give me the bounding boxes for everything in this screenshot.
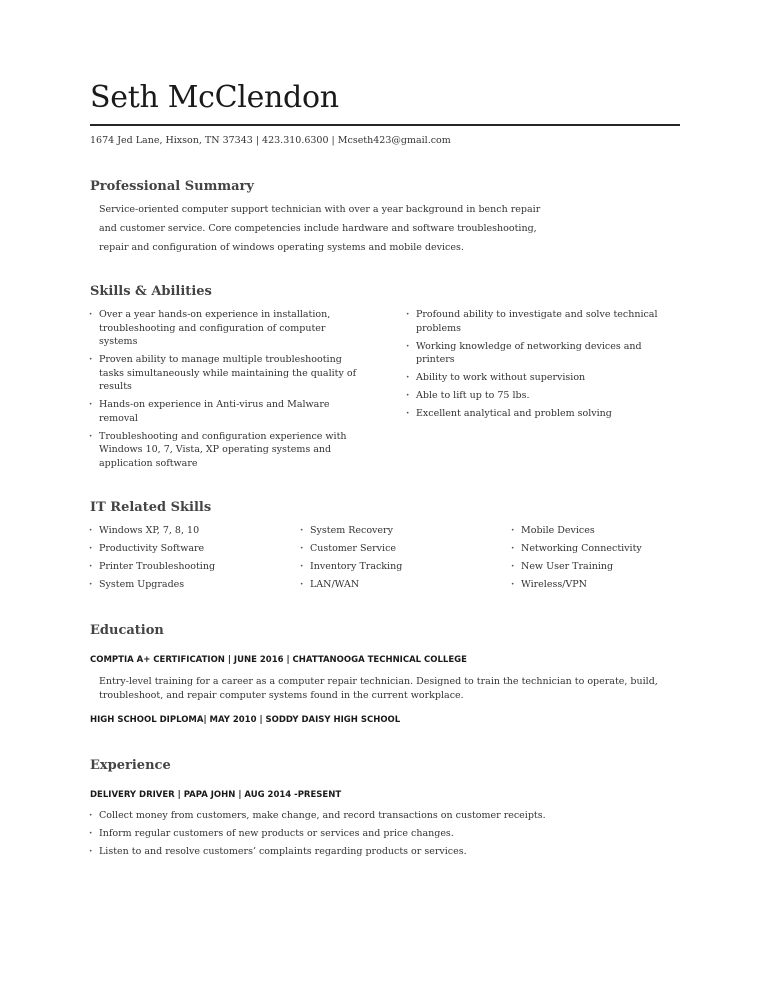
summary-line: repair and configuration of windows operating systems and mobile devices. <box>99 242 464 253</box>
list-item: · Collect money from customers, make change, and record transactions on customer receipts. <box>90 809 650 823</box>
list-item: · Networking Connectivity <box>512 542 690 556</box>
list-item: · Excellent analytical and problem solving <box>407 407 667 421</box>
list-item: · System Recovery <box>301 524 512 538</box>
list-item: · Mobile Devices <box>512 524 690 538</box>
list-item: · New User Training <box>512 560 690 574</box>
education-entry-title: COMPTIA A+ CERTIFICATION | JUNE 2016 | CHATTANOOGA TECHNICAL COLLEGE <box>90 655 467 665</box>
header-rule <box>90 124 680 126</box>
list-item: · Inventory Tracking <box>301 560 512 574</box>
contact-info: 1674 Jed Lane, Hixson, TN 37343 | 423.310.6300 | Mcseth423@gmail.com <box>90 135 451 146</box>
summary-heading: Professional Summary <box>90 179 254 194</box>
list-item: · Wireless/VPN <box>512 578 690 592</box>
it-skills-col-1 <box>90 524 301 596</box>
list-item: · Printer Troubleshooting <box>90 560 301 574</box>
it-skills-col-2 <box>301 524 512 596</box>
job-title: DELIVERY DRIVER | PAPA JOHN | AUG 2014 -PRESENT <box>90 790 342 800</box>
experience-bullets <box>90 809 650 863</box>
it-skills-grid <box>90 524 690 596</box>
list-item: · Ability to work without supervision <box>407 371 667 385</box>
education-entry-description: Entry-level training for a career as a computer repair technician. Designed to train the technician to operate, build, troubleshoot, and repair computer systems found in the current workplace. <box>99 676 658 701</box>
list-item: · Over a year hands-on experience in installation, troubleshooting and configuration of computer systems <box>90 308 360 349</box>
list-item: · Customer Service <box>301 542 512 556</box>
list-item: · Profound ability to investigate and solve technical problems <box>407 308 667 335</box>
it-skills-heading: IT Related Skills <box>90 500 212 515</box>
summary-text <box>99 200 549 257</box>
list-item: · System Upgrades <box>90 578 301 592</box>
list-item: · Windows XP, 7, 8, 10 <box>90 524 301 538</box>
experience-heading: Experience <box>90 758 171 773</box>
skills-list-right <box>407 308 667 425</box>
list-item: · Troubleshooting and configuration experience with Windows 10, 7, Vista, XP operating systems and application software <box>90 430 360 471</box>
education-entry-title: HIGH SCHOOL DIPLOMA| MAY 2010 | SODDY DAISY HIGH SCHOOL <box>90 715 401 725</box>
candidate-name: Seth McClendon <box>90 80 339 115</box>
list-item: · LAN/WAN <box>301 578 512 592</box>
skills-heading: Skills & Abilities <box>90 284 212 299</box>
it-skills-col-3 <box>512 524 690 596</box>
list-item: · Proven ability to manage multiple troubleshooting tasks simultaneously while maintaining the quality of results <box>90 353 360 394</box>
education-heading: Education <box>90 623 164 638</box>
list-item: · Inform regular customers of new products or services and price changes. <box>90 827 650 841</box>
list-item: · Able to lift up to 75 lbs. <box>407 389 667 403</box>
list-item: · Hands-on experience in Anti-virus and Malware removal <box>90 398 360 425</box>
skills-list-left <box>90 308 360 475</box>
list-item: · Listen to and resolve customers’ complaints regarding products or services. <box>90 845 650 859</box>
summary-line: and customer service. Core competencies include hardware and software troubleshooting, <box>99 223 537 234</box>
summary-line: Service-oriented computer support technician with over a year background in bench repair <box>99 204 541 215</box>
list-item: · Working knowledge of networking devices and printers <box>407 340 667 367</box>
list-item: · Productivity Software <box>90 542 301 556</box>
